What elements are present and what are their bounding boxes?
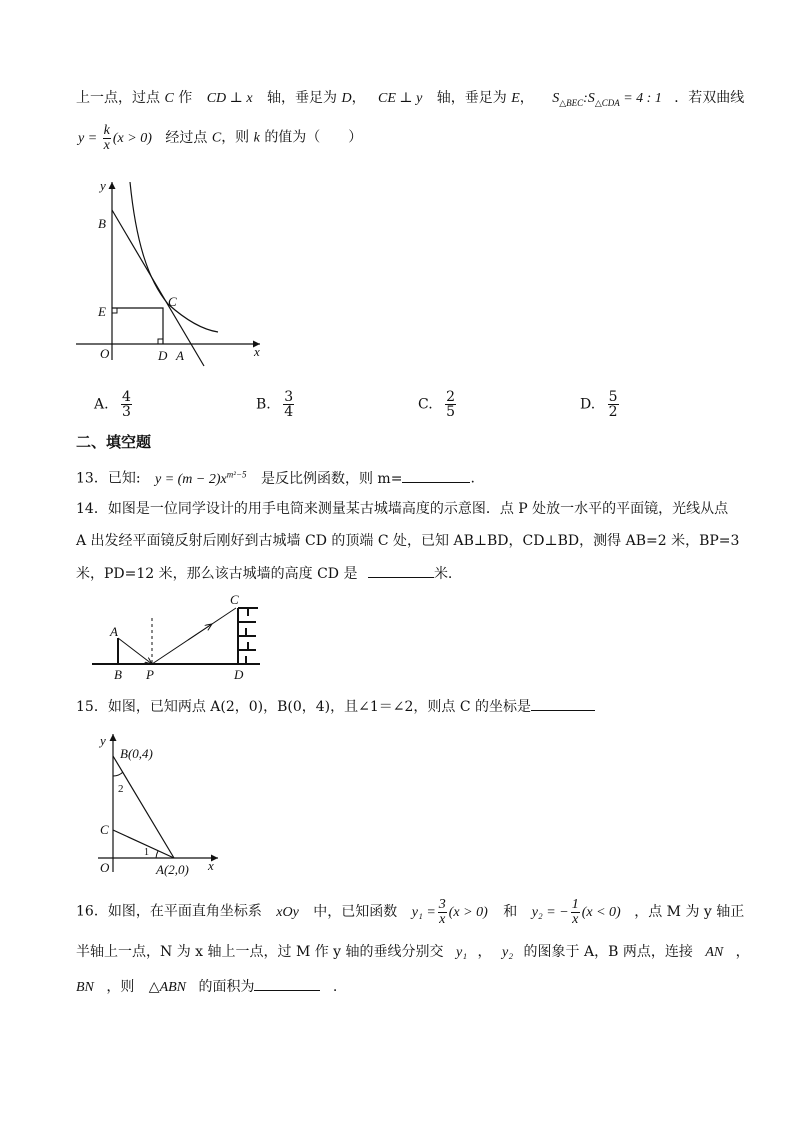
- q12-figure: [70, 172, 280, 367]
- rect-ce-cd: [112, 308, 163, 344]
- q12-line2: y = $\frac{k}{x}$ (x > 0) 经过点 C，则 k 的值为（ ）: [78, 123, 363, 153]
- q13-answer-blank[interactable]: [402, 468, 470, 483]
- label-c: C: [100, 822, 109, 837]
- cd-perp-x: CD ⊥ x: [206, 91, 253, 106]
- ce-perp-y: CE ⊥ y: [378, 91, 423, 106]
- function-y2: y₂ = − $\frac{1}{x}$ (x < 0): [531, 897, 621, 927]
- q16-line1: 16．如图，在平面直角坐标系 xOy 中，已知函数 y₁ = $\frac{3}{x}$ (x > 0) 和 y₂ = − $\frac{1}{x}$ (x < 0) ，点 M 为 y 轴正: [76, 897, 745, 927]
- label-a: A: [110, 624, 118, 639]
- label-y: y: [100, 178, 106, 193]
- q13-formula: $y = (m - 2)x^{m^2-5}$: [154, 469, 247, 487]
- label-b: B(0,4): [120, 746, 153, 761]
- q15: 15．如图，已知两点 A(2，0)，B(0，4)，且∠1＝∠2，则点 C 的坐标是: [76, 696, 595, 717]
- label-a: A(2,0): [156, 862, 189, 877]
- function-y1: y₁ = $\frac{3}{x}$ (x > 0): [411, 897, 488, 927]
- label-p: P: [146, 667, 154, 682]
- option-a[interactable]: A. $\frac{4}{3}$: [94, 389, 131, 420]
- label-y: y: [100, 733, 106, 748]
- label-c: C: [168, 294, 177, 309]
- option-d[interactable]: D. $\frac{5}{2}$: [580, 389, 618, 420]
- q14-line3: 米，PD=12 米，那么该古城墙的高度 CD 是 米.: [76, 563, 452, 584]
- angle-2-arc: [113, 772, 123, 776]
- city-wall: [238, 608, 258, 664]
- label-d: D: [158, 348, 168, 363]
- label-1: 1: [144, 847, 149, 858]
- q14-figure: [88, 590, 274, 682]
- ray-pc-arrow: [188, 624, 212, 640]
- area-ratio: $S_{\triangle BEC}:S_{\triangle CDA} = 4$ : 1: [552, 91, 662, 108]
- q16-answer-blank[interactable]: [254, 976, 320, 991]
- q15-answer-blank[interactable]: [531, 696, 595, 711]
- section-heading: 二、填空题: [76, 433, 152, 451]
- label-o: O: [100, 346, 110, 361]
- q14-line1: 14．如图是一位同学设计的用手电筒来测量某古城墙高度的示意图．点 P 处放一水平的平面镜，光线从点: [76, 501, 729, 517]
- point-c-label: C: [164, 91, 174, 106]
- q16-line3: BN ，则 △ABN 的面积为 .: [76, 976, 337, 998]
- label-2: 2: [118, 783, 124, 795]
- hyperbola-curve: [130, 182, 218, 332]
- label-o: O: [100, 860, 110, 875]
- right-angle-e: [112, 308, 117, 313]
- right-angle-d: [158, 339, 163, 344]
- ray-ap: [118, 638, 152, 664]
- q14-answer-blank[interactable]: [368, 563, 434, 578]
- option-b[interactable]: B. $\frac{3}{4}$: [256, 389, 294, 420]
- label-a: A: [176, 348, 184, 363]
- segment-ba: [113, 756, 174, 858]
- label-d: D: [234, 667, 244, 682]
- label-x: x: [208, 858, 214, 873]
- q15-figure: [90, 728, 230, 880]
- hyperbola-formula: y = $\frac{k}{x}$ (x > 0): [78, 123, 152, 153]
- label-c: C: [230, 592, 239, 607]
- label-e: E: [98, 304, 106, 319]
- q13: 13．已知: $y = (m - 2)x^{m^2-5}$ 是反比例函数，则 m= .: [76, 469, 475, 487]
- label-b: B: [114, 667, 122, 682]
- label-b: B: [98, 216, 106, 231]
- label-x: x: [254, 344, 260, 359]
- angle-1-arc: [156, 851, 158, 858]
- q14-line2: A 出发经平面镜反射后刚好到古城墙 CD 的顶端 C 处，已知 AB⊥BD，CD⊥BD，测得 AB=2 米，BP=3: [76, 533, 740, 549]
- option-c[interactable]: C. $\frac{2}{5}$: [418, 389, 456, 420]
- q12-line1: 上一点，过点 C 作 CD ⊥ x 轴，垂足为 D， CE ⊥ y 轴，垂足为 E， $S_{\triangle BEC}:S_{\triangle CDA} = 4$ : 1 ．若双曲线: [76, 90, 745, 108]
- q16-line2: 半轴上一点，N 为 x 轴上一点，过 M 作 y 轴的垂线分别交 y₁ ， y₂ 的图象于 A，B 两点，连接 AN ，: [76, 944, 750, 960]
